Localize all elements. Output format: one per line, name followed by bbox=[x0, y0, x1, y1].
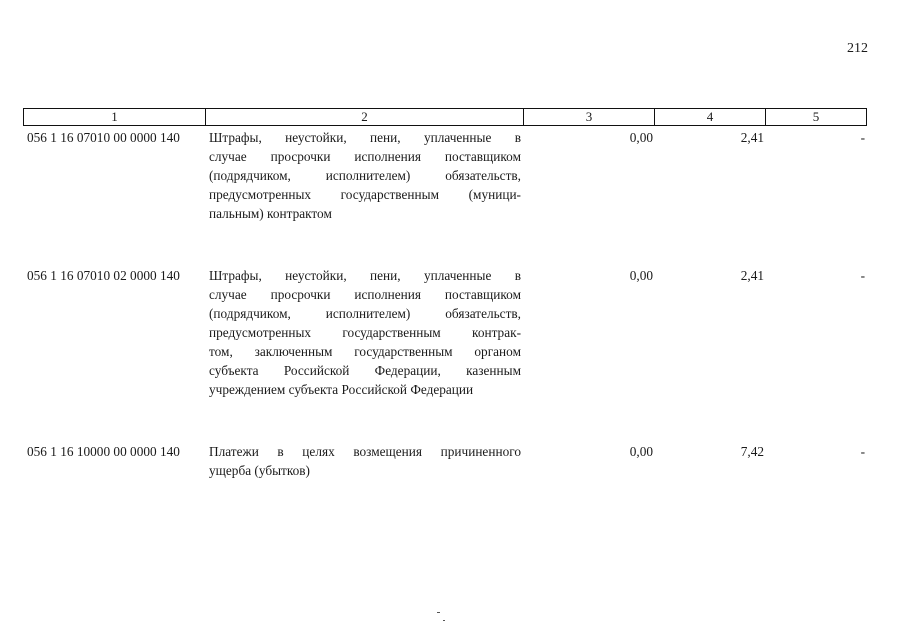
description-line: (подрядчиком, исполнителем) обязательств, bbox=[209, 306, 521, 321]
header-col-3: 3 bbox=[524, 109, 655, 125]
value-col-5: - bbox=[860, 268, 865, 283]
description-line: случае просрочки исполнения поставщиком bbox=[209, 149, 521, 164]
value-col-3: 0,00 bbox=[629, 130, 653, 145]
value-col-3: 0,00 bbox=[629, 268, 653, 283]
header-col-4: 4 bbox=[655, 109, 766, 125]
header-col-5: 5 bbox=[812, 109, 820, 124]
header-col-1: 1 bbox=[24, 109, 206, 125]
table-header bbox=[23, 108, 867, 126]
description-line: пальным) контрактом bbox=[209, 206, 332, 221]
description-line: субъекта Российской Федерации, казенным bbox=[209, 363, 521, 378]
budget-code: 056 1 16 07010 02 0000 140 bbox=[27, 268, 180, 283]
description-line: Штрафы, неустойки, пени, уплаченные в bbox=[209, 130, 521, 145]
page-number: 212 bbox=[847, 41, 868, 56]
value-col-3: 0,00 bbox=[629, 444, 653, 459]
description-line: (подрядчиком, исполнителем) обязательств, bbox=[209, 168, 521, 183]
description-line: том, заключенным государственным органом bbox=[209, 344, 521, 359]
description-line: ущерба (убытков) bbox=[209, 463, 310, 478]
description-line: предусмотренных государственным контрак- bbox=[209, 325, 521, 340]
description-line: Штрафы, неустойки, пени, уплаченные в bbox=[209, 268, 521, 283]
row-description bbox=[209, 442, 521, 480]
description-line: предусмотренных государственным (муници- bbox=[209, 187, 521, 202]
description-line: Платежи в целях возмещения причиненного bbox=[209, 444, 521, 459]
row-description bbox=[209, 266, 521, 399]
value-col-5: - bbox=[860, 444, 865, 459]
description-line: учреждением субъекта Российской Федерации bbox=[209, 382, 474, 397]
value-col-4: 2,41 bbox=[740, 130, 764, 145]
scan-speck bbox=[437, 612, 440, 613]
value-col-4: 7,42 bbox=[740, 444, 764, 459]
budget-code: 056 1 16 10000 00 0000 140 bbox=[27, 444, 180, 459]
value-col-4: 2,41 bbox=[740, 268, 764, 283]
budget-code: 056 1 16 07010 00 0000 140 bbox=[27, 130, 180, 145]
description-line: случае просрочки исполнения поставщиком bbox=[209, 287, 521, 302]
row-description bbox=[209, 128, 521, 223]
header-col-2: 2 bbox=[206, 109, 524, 125]
value-col-5: - bbox=[860, 130, 865, 145]
scan-speck bbox=[443, 620, 445, 621]
